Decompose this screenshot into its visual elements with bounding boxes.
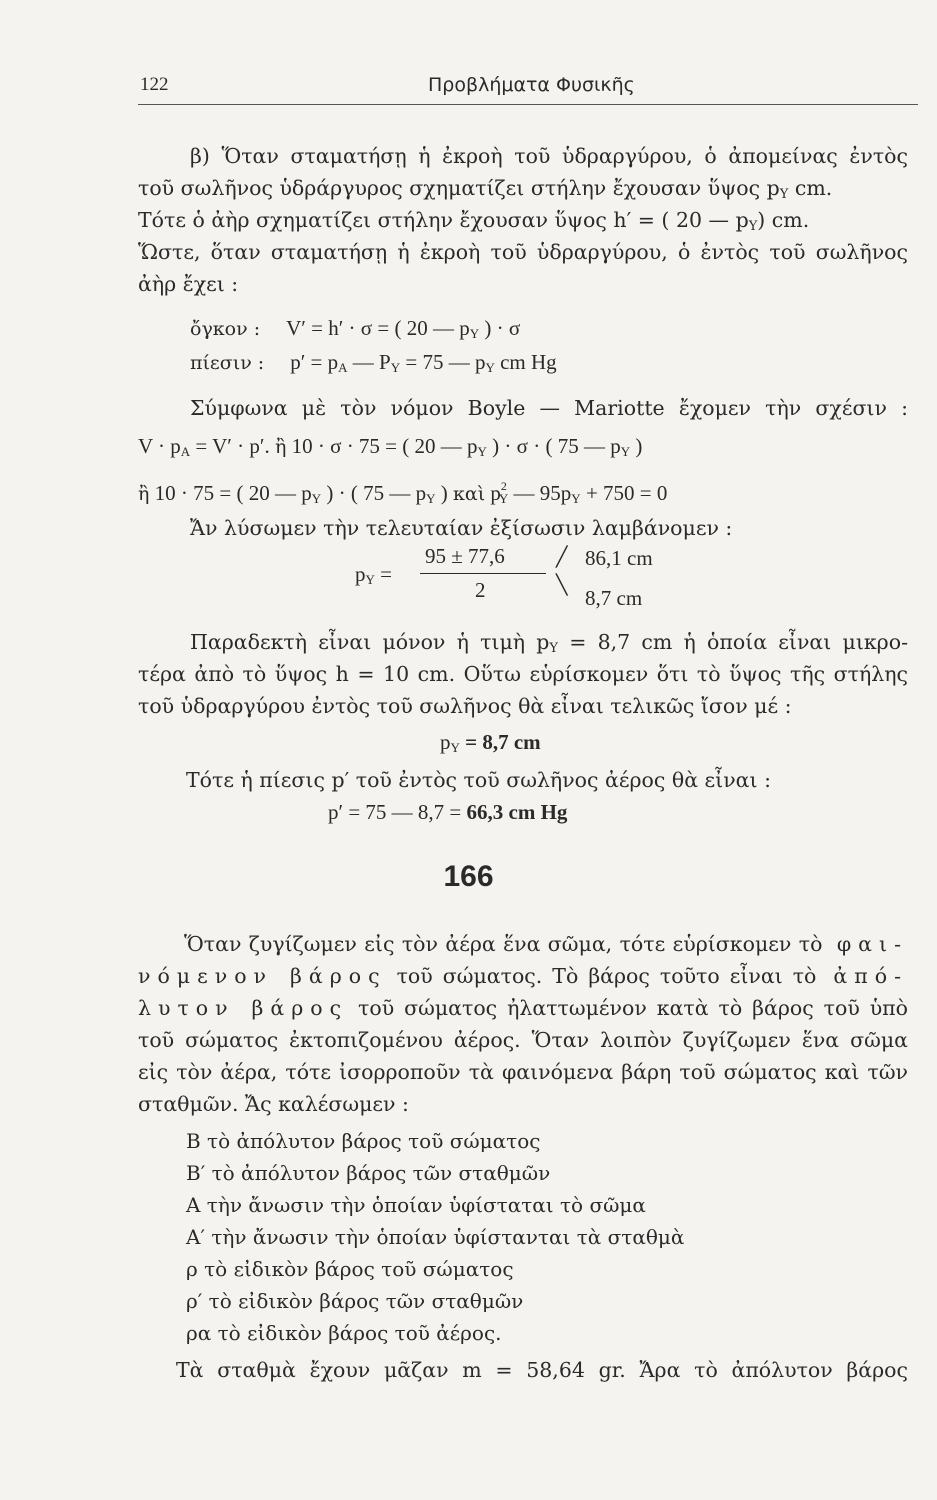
definition-item: A τὴν ἄνωσιν τὴν ὁποίαν ὑφίσταται τὸ σῶμα (186, 1193, 646, 1217)
definition-item: ρ τὸ εἰδικὸν βάρος τοῦ σώματος (186, 1257, 514, 1281)
equation-1: $V \cdot p_A = V' \cdot p'$. ἢ 10 · σ · 75 = ( 20 — $p_Y$ ) · σ · ( 75 — $p_Y$ ) (138, 434, 643, 459)
root-1: 86,1 cm (585, 546, 653, 570)
accept-line-3: τοῦ ὑδραργύρου ἐντὸς τοῦ σωλῆνος θὰ εἶναι τελικῶς ἴσον μέ : (138, 694, 792, 718)
p166-line-6: σταθμῶν. Ἄς καλέσωμεν : (138, 1092, 409, 1116)
definition-item: A′ τὴν ἄνωσιν τὴν ὁποίαν ὑφίστανται τὰ σταθμὰ (186, 1225, 685, 1249)
branch-down: ╲ (556, 575, 568, 596)
root-2: 8,7 cm (585, 586, 643, 610)
definition-item: ρ′ τὸ εἰδικὸν βάρος τῶν σταθμῶν (186, 1289, 524, 1313)
para-b-line-3: Τότε ὁ ἀὴρ σχηματίζει στήλην ἔχουσαν ὕψος h′ = ( 20 — $p_Y$) cm. (138, 208, 810, 234)
p166-line-3: λυτον βάρος τοῦ σώματος ἠλαττωμένον κατὰ τὸ βάρος τοῦ ὑπὸ (138, 996, 909, 1020)
fraction-bar (420, 573, 546, 574)
volume-equation: ὄγκον : V′ = h′ · σ = ( 20 — $p_Y$ ) · σ (190, 316, 521, 341)
branch-up: ╱ (556, 547, 568, 568)
accept-line-1: Παραδεκτὴ εἶναι μόνον ἡ τιμὴ $p_Y = 8,7$ cm ἡ ὁποία εἶναι μικρο- (190, 630, 908, 656)
pressure-line: Τότε ἡ πίεσις p′ τοῦ ἐντὸς τοῦ σωλῆνος ἀέρος θὰ εἶναι : (186, 768, 771, 792)
result-pY: $p_Y = 8,7$ cm (440, 730, 541, 755)
para-b-line-4: Ὥστε, ὅταν σταματήσῃ ἡ ἐκροὴ τοῦ ὑδραργύρου, ὁ ἐντὸς τοῦ σωλῆνος (138, 240, 908, 264)
solution-denominator: 2 (475, 578, 486, 602)
accept-line-2: τέρα ἀπὸ τὸ ὕψος h = 10 cm. Οὕτω εὑρίσκομεν ὅτι τὸ ὕψος τῆς στήλης (138, 662, 908, 686)
solution-numerator: 95 ± 77,6 (425, 544, 505, 568)
page-number: 122 (140, 74, 169, 95)
equation-2: ἢ 10 · 75 = ( 20 — $p_Y$ ) · ( 75 — $p_Y$ ) καὶ $p^2_Y$ — $95p_Y + 750 = 0$ (138, 479, 668, 506)
header-rule (138, 104, 918, 105)
definition-item: B τὸ ἀπόλυτον βάρος τοῦ σώματος (186, 1129, 541, 1153)
p166-line-1: Ὅταν ζυγίζωμεν εἰς τὸν ἀέρα ἕνα σῶμα, τότε εὑρίσκομεν τὸ φαι- (184, 932, 908, 956)
p166-line-2: νόμενον βάρος τοῦ σώματος. Τὸ βάρος τοῦτο εἶναι τὸ ἀπό- (138, 964, 908, 988)
solution-lhs: $p_Y$ = (355, 562, 392, 587)
definition-item: B′ τὸ ἀπόλυτον βάρος τῶν σταθμῶν (186, 1161, 551, 1185)
result-pressure: p′ = 75 — 8,7 = 66,3 cm Hg (328, 800, 568, 824)
para-b-line-1: β) Ὅταν σταματήσῃ ἡ ἐκροὴ τοῦ ὑδραργύρου, ὁ ἀπομείνας ἐντὸς (190, 144, 908, 168)
p166-line-5: εἰς τὸν ἀέρα, τότε ἰσορροποῦν τὰ φαινόμενα βάρη τοῦ σώματος καὶ τῶν (138, 1060, 908, 1084)
p166-line-4: τοῦ σώματος ἐκτοπιζομένου ἀέρος. Ὅταν λοιπὸν ζυγίζωμεν ἕνα σῶμα (138, 1028, 908, 1052)
last-line: Τὰ σταθμὰ ἔχουν μᾶζαν m = 58,64 gr. Ἄρα τὸ ἀπόλυτον βάρος (176, 1358, 908, 1382)
para-b-line-2: τοῦ σωλῆνος ὑδράργυρος σχηματίζει στήλην ἔχουσαν ὕψος $p_Y$ cm. (138, 176, 833, 202)
solve-line: Ἄν λύσωμεν τὴν τελευταίαν ἐξίσωσιν λαμβάνομεν : (190, 516, 733, 540)
definition-item: ρα τὸ εἰδικὸν βάρος τοῦ ἀέρος. (186, 1321, 502, 1345)
problem-number: 166 (443, 860, 494, 893)
pressure-equation: πίεσιν : $p' = p_A$ — $P_Y = 75$ — $p_Y$ cm Hg (190, 350, 557, 375)
boyle-mariotte-line: Σύμφωνα μὲ τὸν νόμον Boyle — Mariotte ἔχομεν τὴν σχέσιν : (190, 396, 908, 420)
running-title: Προβλήματα Φυσικῆς (428, 74, 635, 96)
para-b-line-5: ἀὴρ ἔχει : (138, 272, 239, 296)
